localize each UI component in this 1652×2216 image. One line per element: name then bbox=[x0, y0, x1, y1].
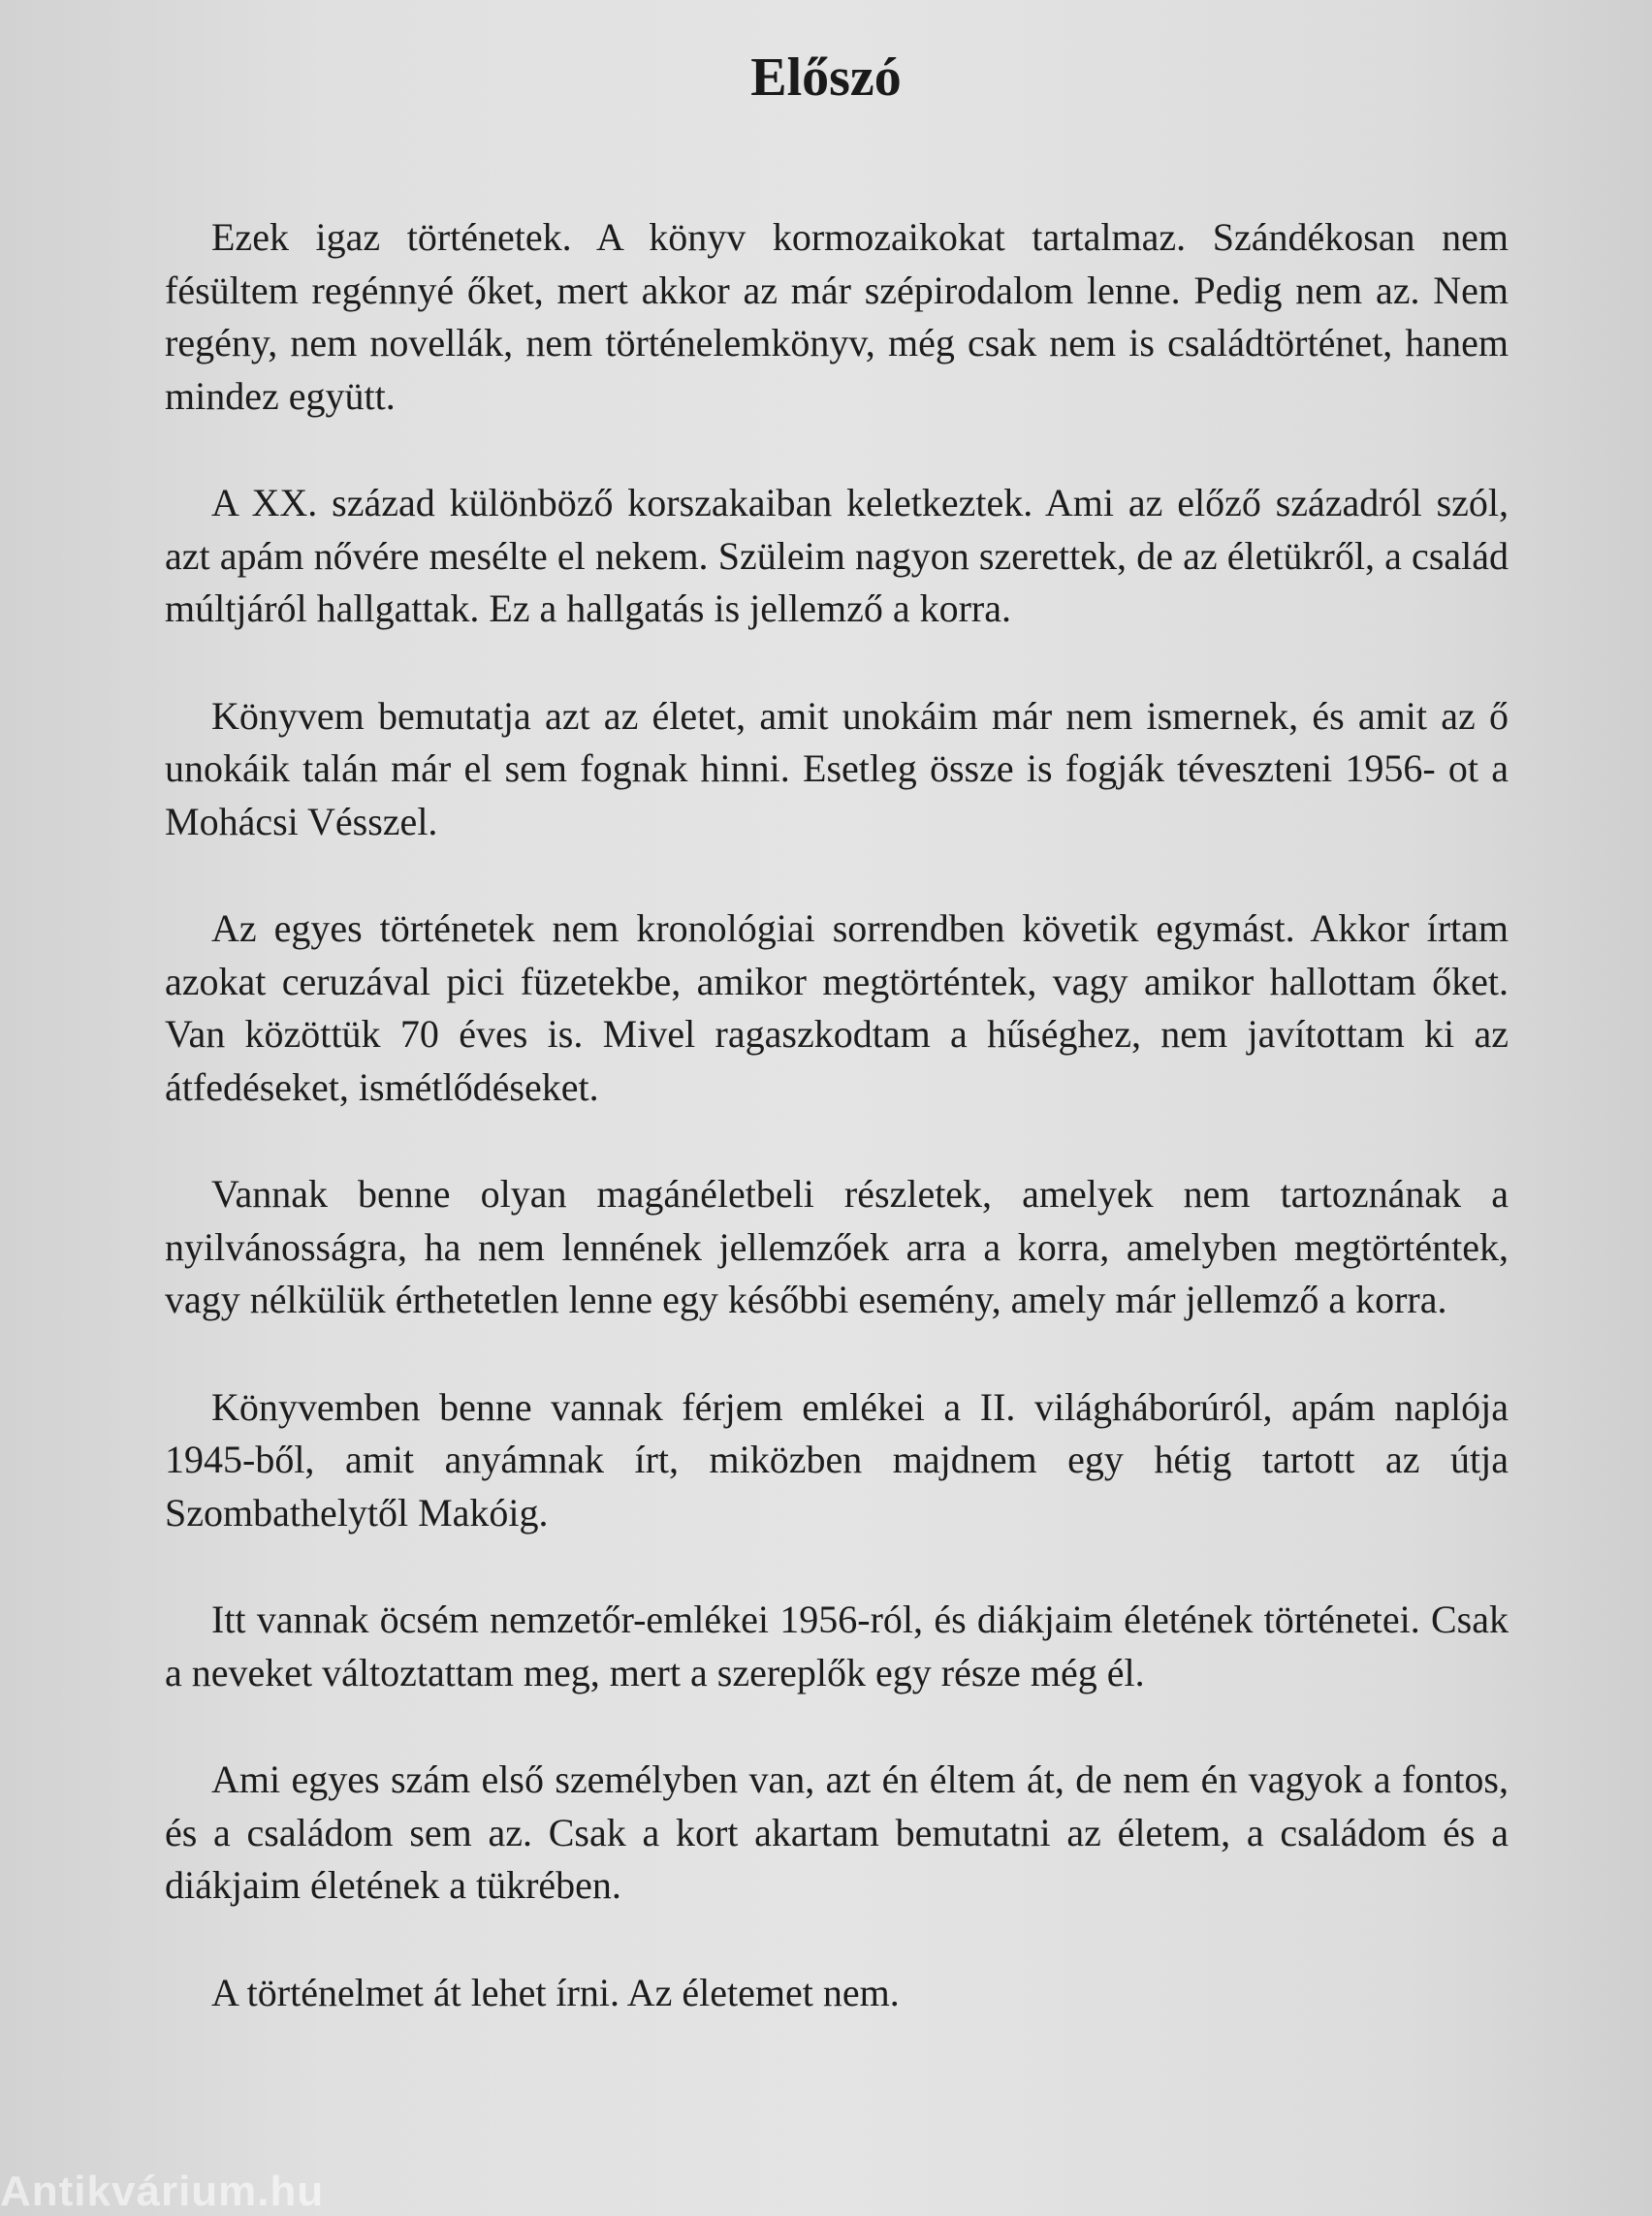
watermark: Antikvárium.hu bbox=[0, 2168, 325, 2215]
paragraph-1: Ezek igaz történetek. A könyv kormozaikokat tartalmaz. Szándékosan nem fésültem regénnyé őket, mert akkor az már szépirodalom lenne. Pedig nem az. Nem regény, nem novellák, nem történelemkönyv, még csak nem is családtörténet, hanem mindez együtt. bbox=[165, 215, 1509, 418]
paragraph-6: Könyvemben benne vannak férjem emlékei a II. világháborúról, apám naplója 1945-ből, amit anyámnak írt, miközben majdnem egy hétig tartott az útja Szombathelytől Makóig. bbox=[165, 1384, 1509, 1535]
page-title: Előszó bbox=[750, 47, 902, 108]
paragraph-2: A XX. század különböző korszakaiban keletkeztek. Ami az előző századról szól, azt apám nővére mesélte el nekem. Szüleim nagyon szerettek, de az életükről, a család múltjáról hallgattak. Ez a hallgatás is jellemző a korra. bbox=[165, 481, 1509, 630]
paragraph-5: Vannak benne olyan magánéletbeli részletek, amelyek nem tartoznának a nyilvánosságra, ha nem lennének jellemzőek arra a korra, amelyben megtörténtek, vagy nélkülük érthetetlen lenne egy későbbi esemény, amely már jellemző a korra. bbox=[165, 1172, 1509, 1321]
paragraph-4: Az egyes történetek nem kronológiai sorrendben követik egymást. Akkor írtam azokat ceruzával pici füzetekbe, amikor megtörténtek, vagy amikor hallottam őket. Van közöttük 70 éves is. Mivel ragaszkodtam a hűséghez, nem javítottam ki az átfedéseket, ismétlődéseket. bbox=[165, 906, 1509, 1109]
foreword-body bbox=[165, 211, 1509, 2019]
paragraph-7: Itt vannak öcsém nemzetőr-emlékei 1956-ról, és diákjaim életének történetei. Csak a neveket változtattam meg, mert a szereplők egy része még él. bbox=[165, 1598, 1509, 1694]
paragraph-8: Ami egyes szám első személyben van, azt én éltem át, de nem én vagyok a fontos, és a családom sem az. Csak a kort akartam bemutatni az életem, a családom és a diákjaim életének a tükrében. bbox=[165, 1757, 1509, 1907]
paragraph-9: A történelmet át lehet írni. Az életemet nem. bbox=[211, 1970, 900, 2014]
paragraph-3: Könyvem bemutatja azt az életet, amit unokáim már nem ismernek, és amit az ő unokáik talán már el sem fognak hinni. Esetleg össze is fogják téveszteni 1956- ot a Mohácsi Vésszel. bbox=[165, 693, 1509, 843]
